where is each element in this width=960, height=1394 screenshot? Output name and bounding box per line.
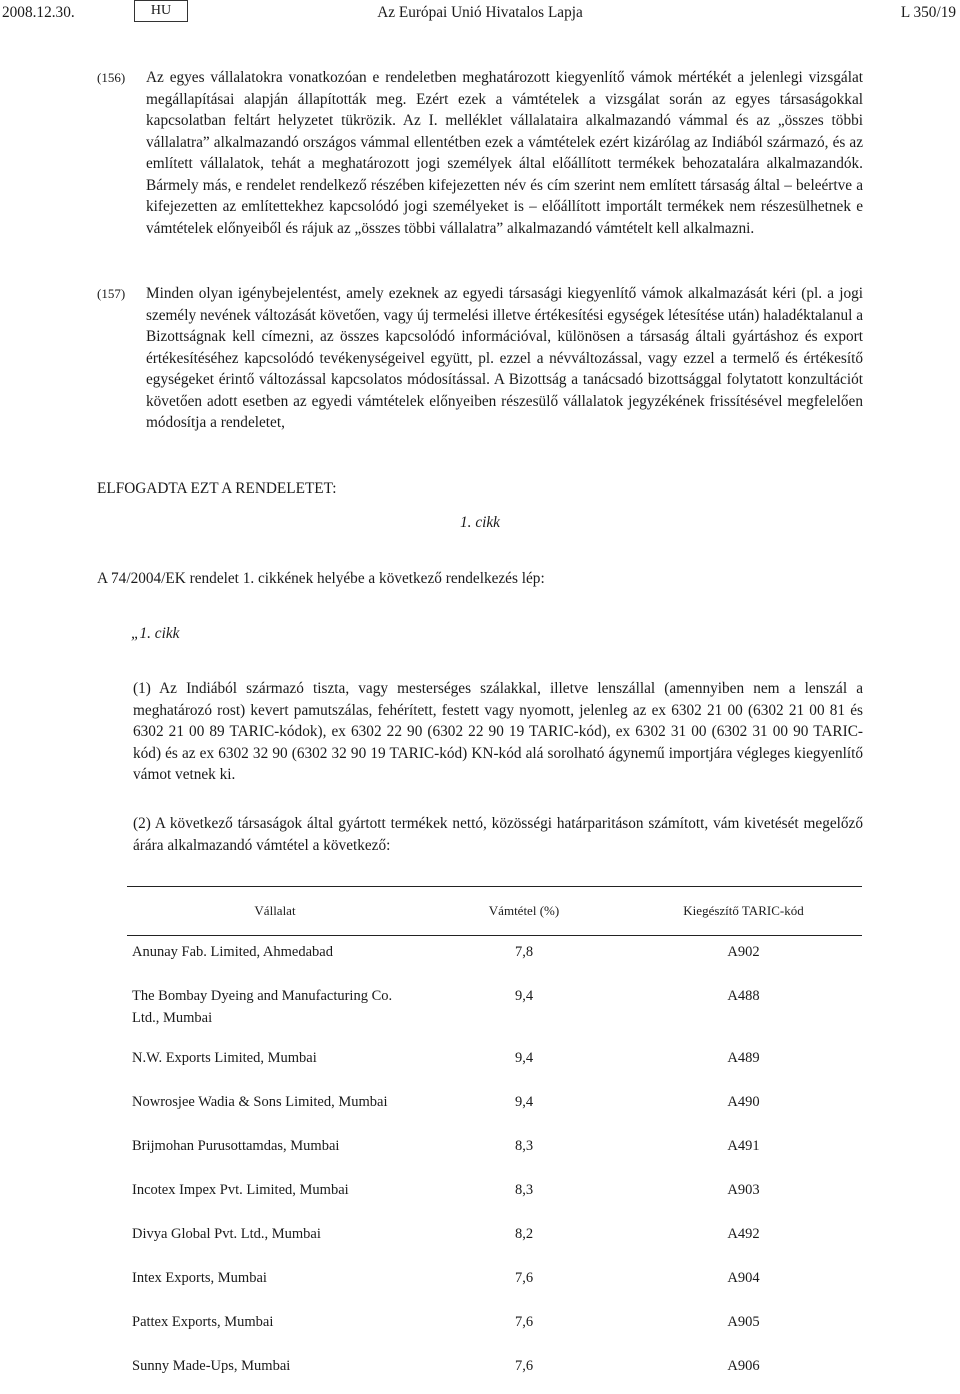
paragraph-2: (2) A következő társaságok által gyártott termékek nettó, közösségi határparitáson számított, vám kivetését megelőző árára alkalmazandó vámtétel a következő: — [133, 815, 863, 854]
quoted-article-heading: „1. cikk — [131, 625, 180, 642]
duty-rate: 9,4 — [514, 1094, 534, 1110]
table-row — [127, 980, 862, 1042]
table-row — [127, 936, 862, 981]
article-intro: A 74/2004/EK rendelet 1. cikkének helyébe a következő rendelkezés lép: — [97, 570, 545, 587]
paragraph-1: (1) Az Indiából származó tiszta, vagy mesterséges szálakkal, illetve lenszállal (amennyiben nem a lenszál a meghatározó rost) kevert pamutszálas, fehérített, festett vagy nyomott, jelenleg az ex 6302 21 00 (6302 21 00 81 és 6302 21 00 89 TARIC-kódok), ex 6302 22 90 (6302 22 90 19 TARIC-kód), ex 6302 31 00 (6302 31 00 90 TARIC-kód) és az ex 6302 32 90 (6302 32 90 19 TARIC-kód) KN-kód alá sorolható ágynemű importjára végleges kiegyenlítő vámot vetnek ki. — [133, 680, 863, 783]
taric-code: A904 — [727, 1270, 760, 1286]
duty-rate: 7,6 — [514, 1358, 534, 1374]
journal-title: Az Európai Unió Hivatalos Lapja — [377, 4, 583, 21]
recital-157 — [97, 283, 863, 434]
company-name: Intex Exports, Mumbai — [132, 1270, 267, 1286]
recital-text: Az egyes vállalatokra vonatkozóan e rendeletben meghatározott kiegyenlítő vámok mértékét a jelenlegi vizsgálat megállapításai alapján állapították meg. Ezért ezek a vámtételek a vizsgálat során az egyes társaságokkal kapcsolatban feltárt helyzetet tükrözik. Az I. melléklet vállalataira alkalmazandó vámmal és az „összes többi vállalatra” alkalmazandó országos vámmal ellentétben ezek a vámtételek ezért kizárólag az Indiából származó, és az említett vállalatok, tehát a meghatározott jogi személyek által előállított termékek behozatalára alkalmazandók. Bármely más, e rendelet rendelkező részében kifejezetten név és cím szerint nem említett társaság által – beleértve a kifejezetten az említettekhez kapcsolódó jogi személyeket is – előállított importált termékek nem részesülhetnek e vámtételek előnyeiből és rájuk az „összes többi vállalatra” alkalmazandó vámtételt kell alkalmazni. — [146, 69, 863, 237]
taric-code: A903 — [727, 1182, 760, 1198]
duty-rate: 9,4 — [514, 988, 534, 1004]
taric-code: A490 — [727, 1094, 760, 1110]
duty-rate: 7,6 — [514, 1314, 534, 1330]
company-duty-table — [127, 886, 862, 1394]
duty-rate: 7,8 — [514, 944, 534, 960]
duty-rate: 8,2 — [514, 1226, 534, 1242]
company-name: The Bombay Dyeing and Manufacturing Co. Ltd., Mumbai — [132, 988, 393, 1026]
table-row — [127, 1086, 862, 1130]
table-row — [127, 1042, 862, 1086]
adoption-statement: ELFOGADTA EZT A RENDELETET: — [97, 480, 337, 497]
column-header-company: Vállalat — [127, 887, 423, 936]
page-header — [0, 0, 960, 30]
recital-156 — [97, 67, 863, 239]
duty-rate: 7,6 — [514, 1270, 534, 1286]
duty-rate: 8,3 — [514, 1138, 534, 1154]
company-name: Anunay Fab. Limited, Ahmedabad — [132, 944, 333, 960]
recital-number: (157) — [97, 286, 126, 301]
column-header-taric-code: Kiegészítő TARIC-kód — [625, 887, 862, 936]
language-badge: HU — [134, 0, 188, 22]
duty-rate: 9,4 — [514, 1050, 534, 1066]
taric-code: A902 — [727, 944, 760, 960]
taric-code: A488 — [727, 988, 760, 1004]
taric-code: A906 — [727, 1358, 760, 1374]
recital-number: (156) — [97, 70, 126, 85]
taric-code: A489 — [727, 1050, 760, 1066]
table-row — [127, 1218, 862, 1262]
taric-code: A491 — [727, 1138, 760, 1154]
publication-date: 2008.12.30. — [2, 4, 75, 21]
company-name: Divya Global Pvt. Ltd., Mumbai — [132, 1226, 321, 1242]
taric-code: A492 — [727, 1226, 760, 1242]
duty-rate: 8,3 — [514, 1182, 534, 1198]
recital-text: Minden olyan igénybejelentést, amely ezeknek az egyedi társasági kiegyenlítő vámok alkalmazását kéri (pl. a jogi személy nevének változását követően, vagy új termelési illetve értékesítési egységek létesítése után) haladéktalanul a Bizottságnak kell címezni, az összes kapcsolódó információval, különösen a társaság általi gyártáshoz és export értékesítéséhez kapcsolódó tevékenységeivel együtt, pl. ezzel a névváltozással, vagy ezzel a termelő és értékesítő egységeket érintő változással kapcsolatos módosítással. A Bizottság a tanácsadó bizottsággal folytatott konzultációt követően adott esetben az egyedi vámtételek előnyeiben részesülő vállalatok jegyzékének frissítésével megfelelően módosítja a rendeletet, — [146, 285, 863, 431]
company-name: Pattex Exports, Mumbai — [132, 1314, 274, 1330]
company-name: Nowrosjee Wadia & Sons Limited, Mumbai — [132, 1094, 388, 1110]
table-row — [127, 1350, 862, 1394]
company-name: N.W. Exports Limited, Mumbai — [132, 1050, 317, 1066]
table-row — [127, 1130, 862, 1174]
company-name: Incotex Impex Pvt. Limited, Mumbai — [132, 1182, 349, 1198]
article-heading: 1. cikk — [460, 514, 500, 531]
company-name: Brijmohan Purusottamdas, Mumbai — [132, 1138, 340, 1154]
table-row — [127, 1262, 862, 1306]
company-name: Sunny Made-Ups, Mumbai — [132, 1358, 291, 1374]
page-number: L 350/19 — [900, 4, 956, 21]
column-header-duty-rate: Vámtétel (%) — [423, 887, 625, 936]
table-row — [127, 1174, 862, 1218]
taric-code: A905 — [727, 1314, 760, 1330]
table-header-row — [127, 887, 862, 936]
table-row — [127, 1306, 862, 1350]
